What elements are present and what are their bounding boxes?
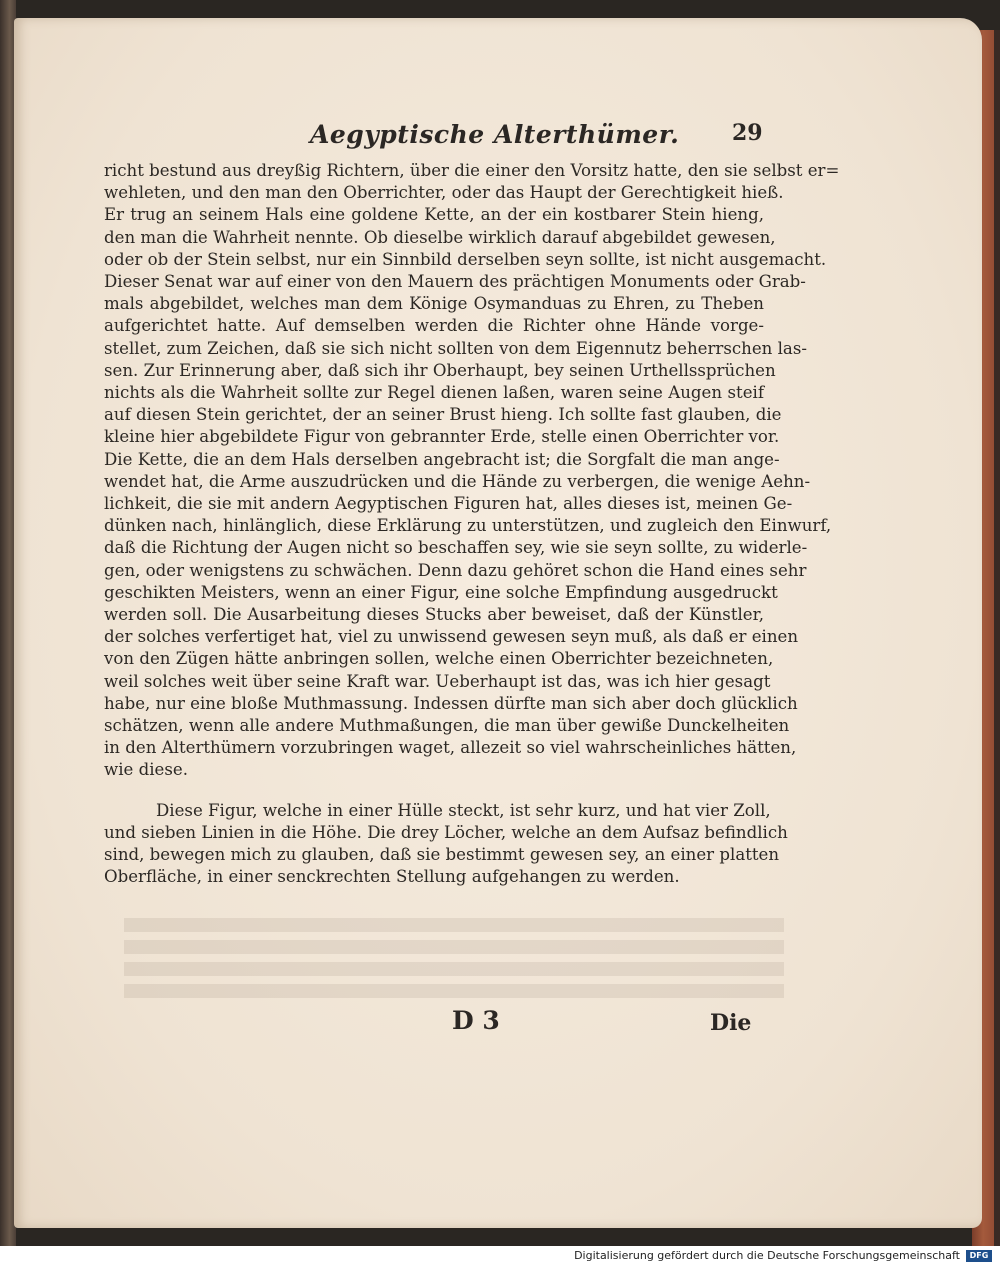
text-line: daß die Richtung der Augen nicht so beschaffen sey, wie sie seyn sollte, zu widerle-: [104, 538, 808, 558]
text-line: kleine hier abgebildete Figur von gebrannter Erde, stelle einen Oberrichter vor.: [104, 427, 780, 447]
text-line: auf diesen Stein gerichtet, der an seiner Brust hieng. Ich sollte fast glauben, die: [104, 405, 782, 425]
text-line: und sieben Linien in die Höhe. Die drey Löcher, welche an dem Aufsaz befindlich: [104, 822, 788, 842]
page-number: 29: [732, 120, 763, 146]
text-line: werden soll. Die Ausarbeitung dieses Stucks aber beweiset, daß der Künstler,: [104, 605, 764, 625]
text-line: wendet hat, die Arme auszudrücken und die Hände zu verbergen, die wenige Aehn-: [104, 471, 811, 491]
text-line: habe, nur eine bloße Muthmassung. Indessen dürfte man sich aber doch glücklich: [104, 693, 798, 713]
text-line: wie diese.: [104, 760, 188, 780]
text-line: sen. Zur Erinnerung aber, daß sich ihr Oberhaupt, bey seinen Urthellssprüchen: [104, 360, 776, 380]
text-line: dünken nach, hinlänglich, diese Erklärung zu unterstützen, und zugleich den Einwurf,: [104, 516, 832, 536]
text-line: weil solches weit über seine Kraft war. Ueberhaupt ist das, was ich hier gesagt: [104, 671, 771, 691]
text-line: von den Zügen hätte anbringen sollen, welche einen Oberrichter bezeichneten,: [104, 649, 774, 669]
text-line: wehleten, und den man den Oberrichter, oder das Haupt der Gerechtigkeit hieß.: [104, 183, 784, 203]
running-title: Aegyptische Alterthümer.: [310, 120, 680, 149]
text-line: Er trug an seinem Hals eine goldene Kette, an der ein kostbarer Stein hieng,: [104, 205, 764, 225]
page-header: [14, 106, 982, 156]
dfg-logo-icon: DFG: [966, 1250, 992, 1262]
text-line: Dieser Senat war auf einer von den Mauern des prächtigen Monuments oder Grab-: [104, 272, 806, 292]
signature-mark: D 3: [452, 1006, 500, 1035]
text-line: der solches verfertiget hat, viel zu unwissend gewesen seyn muß, als daß er einen: [104, 627, 799, 647]
catchword: Die: [710, 1010, 752, 1036]
text-line: geschikten Meisters, wenn an einer Figur, eine solche Empfindung ausgedruckt: [104, 582, 778, 602]
text-line: den man die Wahrheit nennte. Ob dieselbe wirklich darauf abgebildet gewesen,: [104, 227, 776, 247]
paragraph-2: [104, 800, 788, 889]
credit-bar: [0, 1246, 1000, 1266]
text-line: mals abgebildet, welches man dem Könige Osymanduas zu Ehren, zu Theben: [104, 294, 764, 314]
text-line: oder ob der Stein selbst, nur ein Sinnbild derselben seyn sollte, ist nicht ausgemacht.: [104, 249, 827, 269]
show-through-text: [124, 918, 784, 1008]
text-line: in den Alterthümern vorzubringen waget, allezeit so viel wahrscheinliches hätten,: [104, 738, 797, 758]
text-line: richt bestund aus dreyßig Richtern, über die einer den Vorsitz hatte, den sie selbst er=: [104, 161, 840, 180]
text-line: Diese Figur, welche in einer Hülle steckt, ist sehr kurz, und hat vier Zoll,: [156, 800, 771, 820]
text-line: gen, oder wenigstens zu schwächen. Denn dazu gehöret schon die Hand eines sehr: [104, 560, 807, 580]
body-text: [104, 160, 840, 889]
text-line: schätzen, wenn alle andere Muthmaßungen, die man über gewiße Dunckelheiten: [104, 716, 790, 736]
credit-text: Digitalisierung gefördert durch die Deutsche Forschungsgemeinschaft: [574, 1249, 960, 1262]
text-line: aufgerichtet hatte. Auf demselben werden die Richter ohne Hände vorge-: [104, 316, 764, 336]
text-line: lichkeit, die sie mit andern Aegyptischen Figuren hat, alles dieses ist, meinen Ge-: [104, 494, 793, 514]
text-line: sind, bewegen mich zu glauben, daß sie bestimmt gewesen sey, an einer platten: [104, 845, 780, 865]
text-line: stellet, zum Zeichen, daß sie sich nicht sollten von dem Eigennutz beherrschen las-: [104, 338, 807, 358]
text-line: nichts als die Wahrheit sollte zur Regel dienen laßen, waren seine Augen steif: [104, 383, 764, 403]
book-page: [14, 18, 982, 1228]
text-line: Die Kette, die an dem Hals derselben angebracht ist; die Sorgfalt die man ange-: [104, 449, 780, 469]
paragraph-1: [104, 160, 840, 782]
text-line: Oberfläche, in einer senckrechten Stellung aufgehangen zu werden.: [104, 867, 680, 887]
